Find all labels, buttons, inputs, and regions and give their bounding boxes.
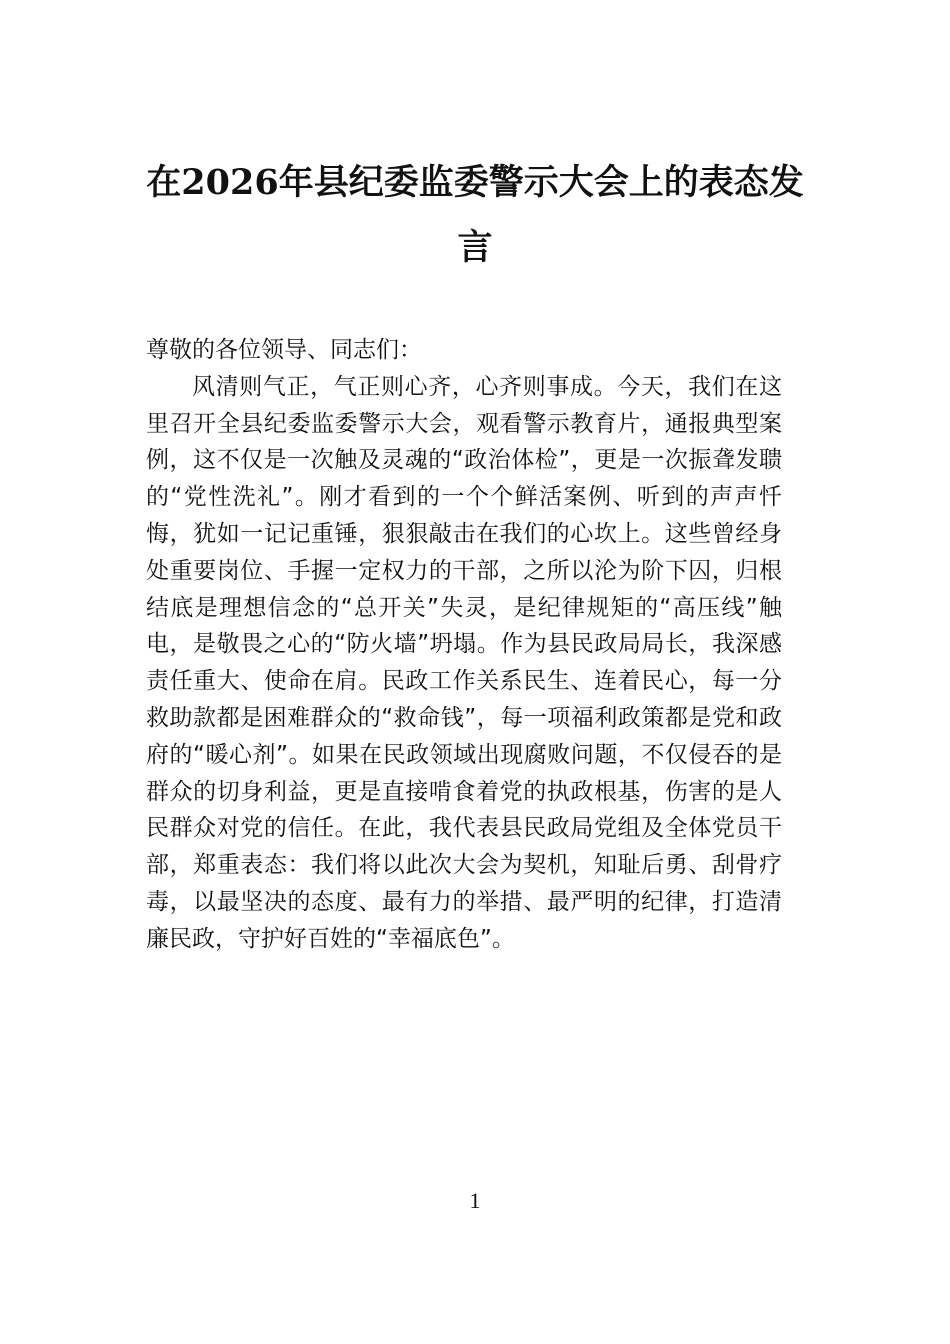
salutation: 尊敬的各位领导、同志们： bbox=[146, 337, 422, 363]
document-title: 在2026年县纪委监委警示大会上的表态发言 bbox=[146, 162, 804, 268]
page-number: 1 bbox=[469, 1188, 481, 1213]
body-paragraph: 风清则气正，气正则心齐，心齐则事成。今天，我们在这里召开全县纪委监委警示大会，观看警示教育片，通报典型案例，这不仅是一次触及灵魂的“政治体检”，更是一次振聋发聩的“党性洗礼”。刚才看到的一个个鲜活案例、听到的声声忏悔，犹如一记记重锤，狠狠敲击在我们的心坎上。这些曾经身处重要岗位、手握一定权力的干部，之所以沦为阶下囚，归根结底是理想信念的“总开关”失灵，是纪律规矩的“高压线”触电，是敬畏之心的“防火墙”坍塌。作为县民政局局长，我深感责任重大、使命在肩。民政工作关系民生、连着民心，每一分救助款都是困难群众的“救命钱”，每一项福利政策都是党和政府的“暖心剂”。如果在民政领域出现腐败问题，不仅侵吞的是群众的切身利益，更是直接啃食着党的执政根基，伤害的是人民群众对党的信任。在此，我代表县民政局党组及全体党员干部，郑重表态：我们将以此次大会为契机，知耻后勇、刮骨疗毒，以最坚决的态度、最有力的举措、最严明的纪律，打造清廉民政，守护好百姓的“幸福底色”。 bbox=[146, 373, 782, 952]
document-body bbox=[146, 332, 782, 958]
